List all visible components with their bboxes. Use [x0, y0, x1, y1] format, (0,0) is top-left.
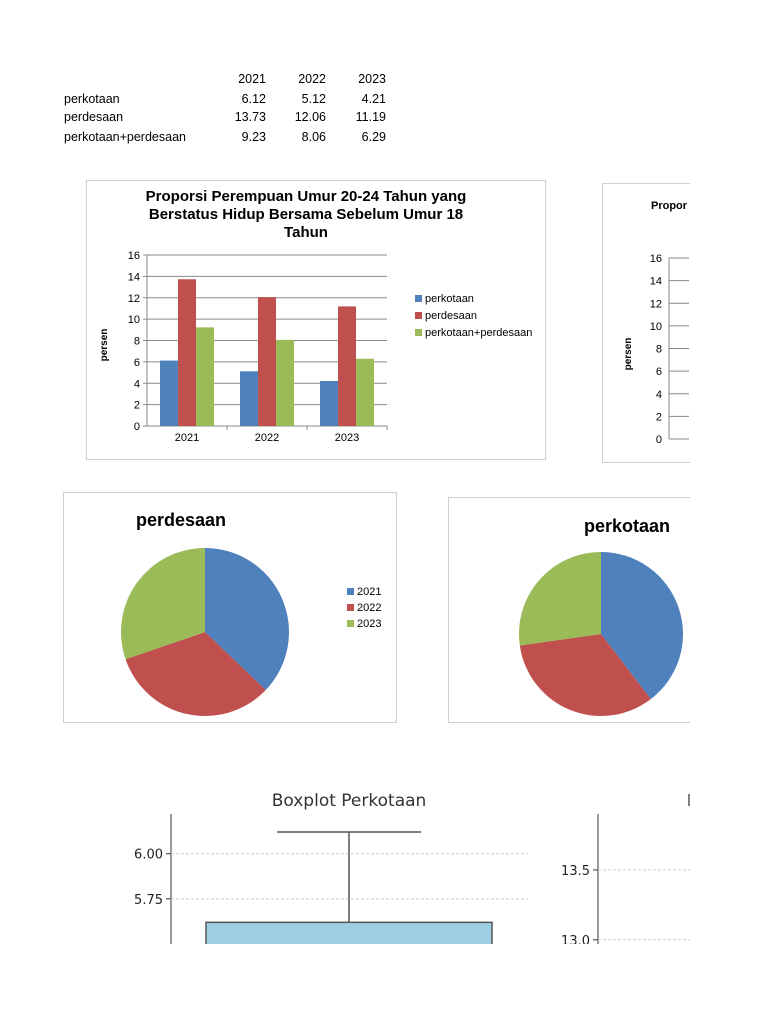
pie-chart-perkotaan	[449, 498, 690, 722]
cell-value: 8.06	[301, 130, 326, 144]
y-tick-label: 14	[649, 275, 662, 288]
y-tick-label: 16	[127, 250, 140, 262]
y-tick-label: 13.5	[561, 863, 590, 879]
y-tick-label: 16	[649, 253, 662, 265]
y-tick-label: 2	[655, 411, 662, 424]
bar-perkotaan+perdesaan-2022	[276, 340, 294, 426]
chart-title: perkotaan	[583, 516, 671, 536]
pie-slices	[121, 548, 289, 716]
bar-perkotaan+perdesaan-2023	[356, 359, 374, 426]
y-tick-label: 14	[127, 271, 140, 284]
boxplot-2	[548, 780, 690, 944]
y-tick-label: 13.0	[561, 933, 590, 944]
legend-label: 2022	[357, 602, 382, 614]
bar-perkotaan-2021	[160, 361, 178, 426]
cell-value: 13.73	[234, 110, 266, 124]
y-tick-label: 6	[655, 366, 662, 379]
chart-title-line: Proporsi Perempuan Umur 20-24 Tahun yang	[145, 188, 467, 205]
x-tick-label: 2022	[254, 432, 280, 444]
cell-value: 4.21	[361, 92, 386, 106]
header-year-2021: 2021	[238, 72, 266, 86]
row-label-perdesaan: perdesaan	[64, 110, 124, 124]
bar-chart-box-2[interactable]	[602, 183, 690, 463]
pie-chart-perdesaan-box[interactable]	[63, 492, 397, 723]
legend	[347, 586, 381, 630]
legend-swatch	[415, 312, 422, 319]
y-tick-label: 12	[649, 298, 662, 311]
header-year-2022: 2022	[298, 72, 326, 86]
cell-value: 9.23	[241, 130, 266, 144]
plot-area	[134, 814, 528, 944]
bar-perkotaan-2023	[320, 381, 338, 426]
chart-title-line: Tahun	[284, 224, 328, 241]
boxplot-2-box[interactable]	[548, 780, 690, 944]
y-axis-label: persen	[99, 328, 110, 362]
bar-perdesaan-2022	[258, 297, 276, 426]
plot-area	[128, 250, 387, 444]
legend-label: perkotaan	[425, 293, 474, 305]
cell-value: 5.12	[301, 92, 326, 106]
bar-perkotaan+perdesaan-2021	[196, 327, 214, 426]
y-axis	[650, 253, 689, 446]
bar-chart-2	[603, 184, 690, 462]
y-tick-label: 4	[655, 388, 662, 401]
row-label-perkotaan: perkotaan	[64, 92, 120, 106]
legend-swatch	[415, 329, 422, 336]
y-tick-label: 6	[133, 356, 140, 369]
pie-chart-perdesaan	[64, 493, 396, 722]
plot-area	[561, 794, 690, 944]
legend-swatch	[347, 620, 354, 627]
legend-label: perdesaan	[425, 310, 477, 322]
y-tick-label: 2	[133, 399, 140, 412]
legend	[415, 293, 532, 339]
y-tick-label: 0	[133, 421, 140, 433]
bar-perkotaan-2022	[240, 371, 258, 426]
y-tick-label: 10	[649, 320, 662, 333]
x-tick-label: 2023	[334, 432, 360, 444]
chart-title-line: Berstatus Hidup Bersama Sebelum Umur 18	[148, 206, 464, 223]
cell-value: 6.12	[241, 92, 266, 106]
y-tick-label: 6.00	[134, 847, 163, 863]
chart-title-partial: Propor	[651, 200, 688, 212]
y-tick-label: 4	[133, 378, 140, 391]
pie-chart-perkotaan-box[interactable]	[448, 497, 690, 723]
cell-value: 6.29	[361, 130, 386, 144]
y-tick-label: 12	[127, 292, 140, 305]
y-tick-label: 0	[655, 434, 662, 446]
y-tick-label: 10	[127, 314, 140, 327]
y-tick-label: 8	[655, 343, 662, 356]
bar-perdesaan-2023	[338, 306, 356, 426]
bar-chart-box[interactable]	[86, 180, 546, 460]
chart-title: Boxplot Perkotaan	[271, 791, 427, 811]
y-tick-label: 8	[133, 335, 140, 348]
y-tick-label: 5.75	[134, 892, 163, 908]
boxplot-perkotaan-box[interactable]	[108, 780, 548, 944]
legend-label: 2023	[357, 618, 382, 630]
bar-chart	[87, 181, 545, 459]
legend-swatch	[415, 295, 422, 302]
y-axis-label: persen	[623, 337, 634, 371]
legend-swatch	[347, 588, 354, 595]
cell-value: 12.06	[294, 110, 326, 124]
boxplot-perkotaan	[108, 780, 548, 944]
bar-perdesaan-2021	[178, 279, 196, 426]
cell-value: 11.19	[355, 110, 386, 124]
pie-slices	[519, 552, 683, 716]
legend-swatch	[347, 604, 354, 611]
legend-label: 2021	[357, 586, 382, 598]
x-tick-label: 2021	[174, 432, 200, 444]
legend-label: perkotaan+perdesaan	[425, 327, 533, 339]
box-iqr	[206, 922, 492, 944]
pie-slice	[519, 552, 601, 646]
chart-title: perdesaan	[135, 510, 227, 530]
row-label-gabungan: perkotaan+perdesaan	[64, 130, 186, 144]
header-year-2023: 2023	[358, 72, 386, 86]
